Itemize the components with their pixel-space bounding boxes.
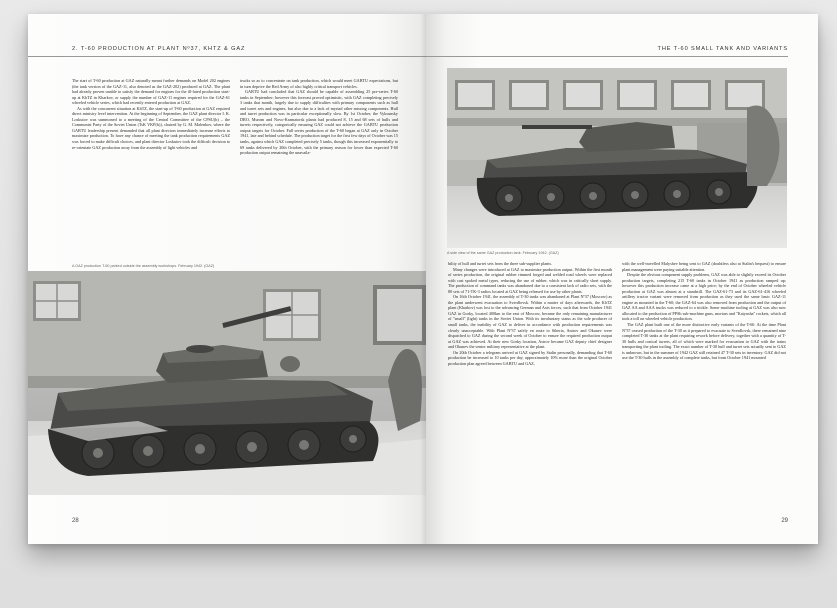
paragraph: As with the concurrent situation at KhTZ, the start-up of T-60 production at GAZ required direct ministry level intervention. At the beginning of September, the GAZ plant director I. K. Loskutov was summoned to a meeting of the Central Committee of the CPSU(b) – the Communist Party of the Soviet Union (TsK VKP(b)), chaired by G. M. Malenkov, where the GABTU leadership present demanded that all plant directors immediately increase efforts to maximize production. To have any chance of meeting the tank production requirements GAZ was forced to make difficult choices, and plant director Loskutov took the difficult decision to re-orientate GAZ production away from the assembly of light vehicles and <box>72 105 230 150</box>
left-running-head: 2. T-60 PRODUCTION AT PLANT Nº37, KHTZ & GAZ <box>72 46 246 52</box>
right-text-column-1 <box>448 261 612 523</box>
paragraph: On 20th October a telegram arrived at GAZ signed by Stalin personally, demanding that T-60 production be increased to 10 tanks per day, approximately 10% more than the original October production plan agreed between GABTU and GAZ, <box>448 349 612 366</box>
left-page <box>28 14 426 544</box>
left-head-rule <box>28 56 426 57</box>
left-text-column-1 <box>72 78 230 260</box>
paragraph: trucks so as to concentrate on tank production, which would meet GABTU expectations, but in turn deprive the Red Army of also highly critical transport vehicles. <box>240 78 398 89</box>
left-page-number: 28 <box>72 518 79 524</box>
book-spread <box>28 14 818 544</box>
right-tank-photo <box>447 68 787 248</box>
paragraph: The start of T-60 production at GAZ naturally meant further demands on Model 202 engines (the tank version of the GAZ-11, also denoted as the GAZ-202) produced at GAZ. The plant had already proven unable to satisfy the demand for engines for the ill-fated production start-up at KhTZ in Kharkov, or supply the number of GAZ-11 engines required for the GAZ-61 wheeled vehicle series, which had recently entered production at GAZ. <box>72 78 230 106</box>
paragraph: GABTU had concluded that GAZ should be capable of assembling 25 pre-series T-60 tanks in September; however this forecast proved optimistic, with GAZ completing precisely 3 tanks that month, largely due to supply difficulties with primary components such as hull and turret sets and engines, but also due to a lack of myriad other missing components. Hull and turret production was in particular exceptionally slow. By 1st October, the Vyksunsky DRO, Murom and Novo-Kramatorsk plants had produced 8, 15 and 68 sets of hulls and turrets respectively, categorically ensuring GAZ could not achieve the GABTU production output targets for October. Full series production of the T-60 began at GAZ only in October 1941, late and behind schedule. The production target for the first few days of October was 15 tanks, against which GAZ completed precisely 5 tanks, though this increased exponentially to 69 tanks delivered by 20th October, with the primary reason for lower than expected T-60 production output remaining the unavaila- <box>240 89 398 156</box>
left-text-column-2 <box>240 78 398 260</box>
paragraph: bility of hull and turret sets from the three sub-supplier plants. <box>448 261 553 266</box>
paragraph: Despite the obvious component supply problems, GAZ was able to slightly exceed its October production targets, completing 215 T-60 tanks in October 1941 as production ramped up; however this production increase came at a high price; by the end of October wheeled vehicle production at GAZ was almost at a standstill. The GAZ-61-73 and its GAZ-61-416 wheeled artillery tractor variant were removed from production as they used the same basic GAZ-11 engine as mounted in the T-60; the GAZ-64 was also removed from production and the output of GAZ AA and AAA trucks was reduced to a trickle. Some machine tooling at GAZ was also now allocated to the production of PPSh sub-machine guns, mortars and "Katyusha" rockets, which all took a toll on wheeled vehicle production. <box>622 272 786 322</box>
paragraph: with the well-travelled Malyshev being sent to GAZ (doubtless also at Stalin's bequest) to ensure plant management were paying suitable attention. <box>622 261 786 272</box>
left-tank-photo <box>28 271 426 495</box>
paragraph: The GAZ plant built one of the more distinctive early variants of the T-60. At the time Plant Nº37 ceased production of the T-30 as it prepared to evacuate to Sverdlovsk, there remained nine completed T-30 tanks at the plant requiring rework before delivery, together with a quantity of T-30 hulls and conical turrets, all of which were marked for evacuation to GAZ with the trains transporting the plant tooling. The exact number of T-30 hull and turret sets actually sent to GAZ is unknown, but in the summer of 1942 GAZ still retained 47 T-30 sets in inventory. GAZ did not use the T-30 hulls in the assembly of complete tanks, but from October 1941 mounted <box>622 322 786 361</box>
right-text-column-2 <box>622 261 786 523</box>
right-head-rule <box>426 56 788 57</box>
paragraph: Many changes were introduced at GAZ to maximize production output. Within the first month of series production, the original rubber rimmed forged and welded road wheels were replaced with cast spoked metal types, reducing the use of rubber, which was in critically short supply. The production of command tanks was abandoned due to a consistent lack of radio sets, with the 80 sets of 71-TK-3 radios located at GAZ being released for use by other plants. <box>448 266 612 294</box>
left-photo-caption: A GAZ production T-60 parked outside the assembly workshops. February 1942. (GAZ) <box>72 264 215 268</box>
right-page-number: 29 <box>781 518 788 524</box>
right-page <box>426 14 818 544</box>
right-photo-caption: A side view of the same GAZ production tank. February 1942. (GAZ) <box>447 251 559 255</box>
right-running-head: THE T-60 SMALL TANK AND VARIANTS <box>657 46 788 52</box>
paragraph: On 16th October 1941, the assembly of T-30 tanks was abandoned at Plant Nº37 (Moscow) as the plant underwent evacuation to Sverdlovsk. Within a matter of days afterwards, the KhTZ plant (Kharkov) was lost to the advancing German and Axis forces, such that from October 1941 GAZ in Gorky, located 400km to the east of Moscow, became the only remaining manufacturer of "small" (light) tanks in the Soviet Union. With its involuntary status as the sole producer of small tanks, the inability of GAZ to deliver in accordance with production requirements was clearly unacceptable. With Plant Nº37 safely en route to Siberia, Antrov and Okunev were dispatched to GAZ during the second week of October to ensure the required production output at GAZ was achieved. At their new Gorky location, Astrov became GAZ deputy chief designer and Okunev the senior military representative at the plant. <box>448 294 612 350</box>
